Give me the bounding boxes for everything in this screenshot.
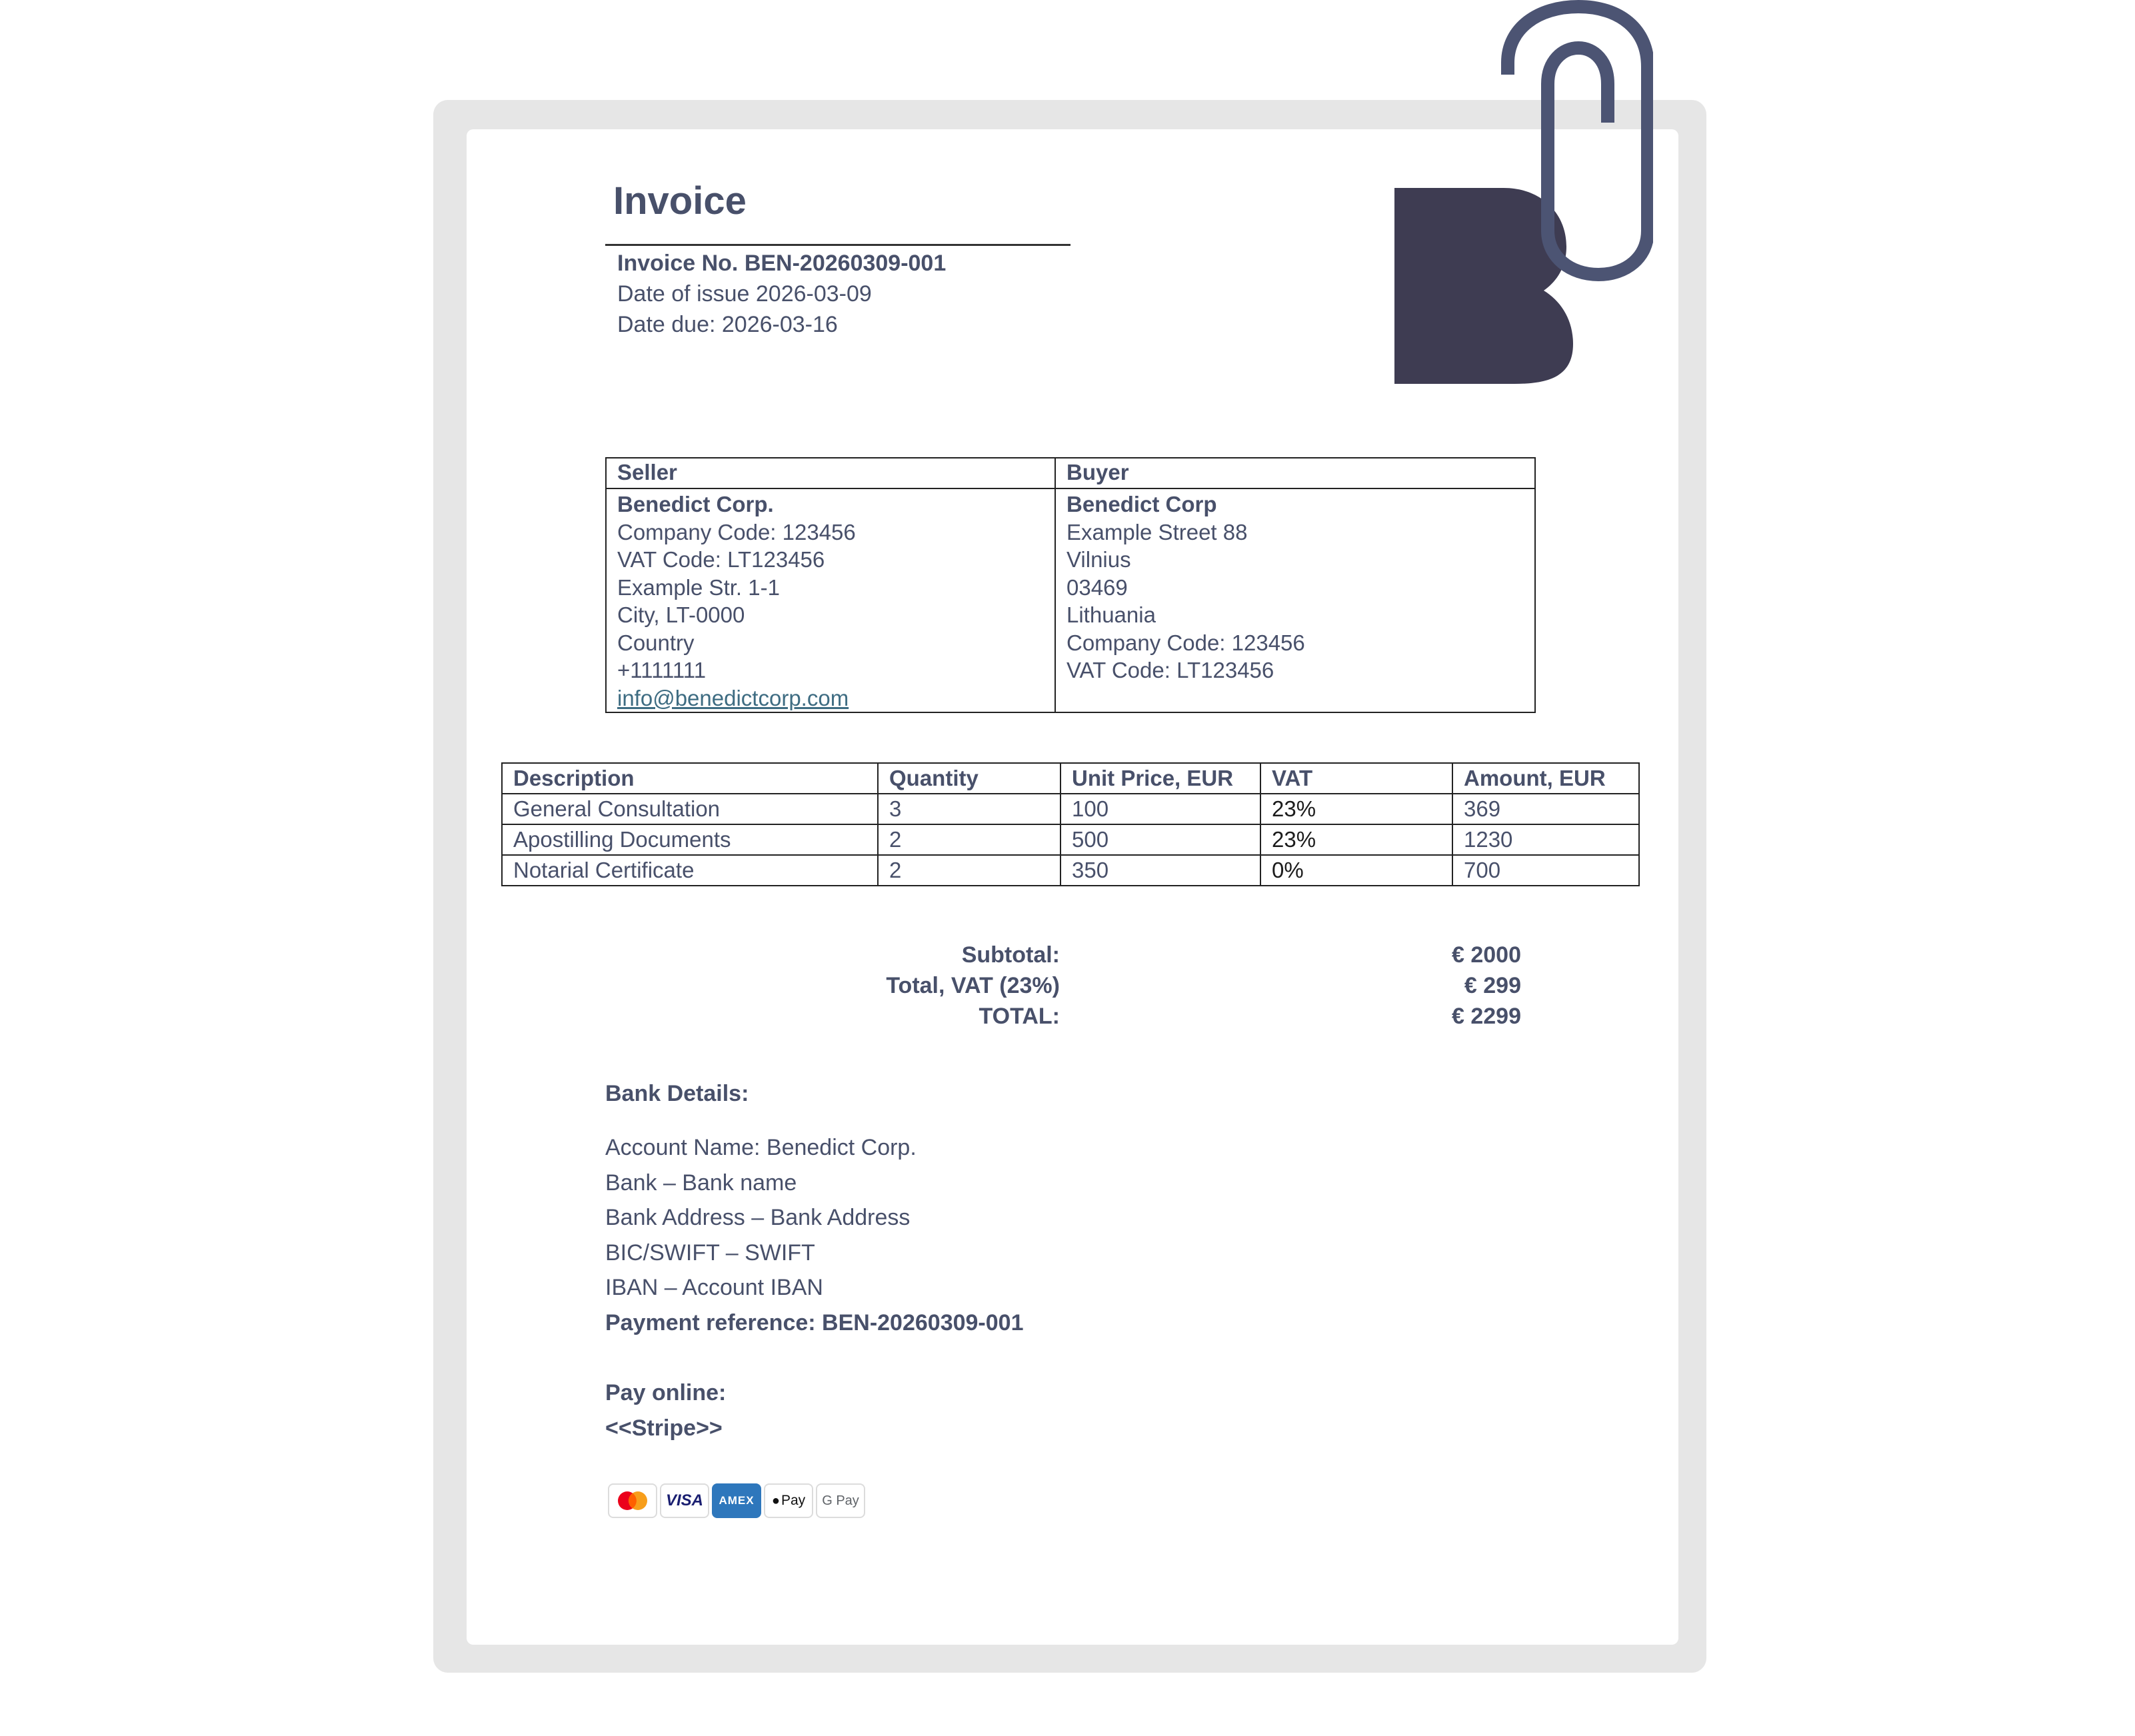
seller-phone: +1111111 — [617, 658, 707, 682]
benedict-logo-icon — [1373, 0, 1653, 400]
payment-methods — [608, 1483, 865, 1518]
seller-email-link[interactable]: info@benedictcorp.com — [617, 685, 849, 710]
item-amount: 700 — [1452, 855, 1639, 886]
item-description: Notarial Certificate — [502, 855, 878, 886]
pay-online — [605, 1375, 726, 1446]
payment-reference: Payment reference: BEN-20260309-001 — [605, 1309, 1024, 1335]
item-description: General Consultation — [502, 794, 878, 824]
totals-values — [1333, 940, 1521, 1032]
invoice-title: Invoice — [613, 179, 747, 223]
mastercard-logo — [615, 1489, 650, 1512]
totals-labels — [733, 940, 1060, 1032]
item-quantity: 2 — [878, 824, 1061, 855]
seller-header: Seller — [606, 458, 1055, 488]
pay-online-label: Pay online: — [605, 1380, 727, 1405]
parties-table — [605, 457, 1536, 713]
vat-total-value: € 299 — [1464, 973, 1521, 998]
apple-pay-icon — [764, 1483, 813, 1518]
subtotal-label: Subtotal: — [961, 942, 1060, 968]
buyer-city: Vilnius — [1067, 547, 1131, 572]
stripe-placeholder[interactable]: <<Stripe>> — [605, 1415, 723, 1441]
col-description: Description — [502, 763, 878, 794]
invoice-number: Invoice No. BEN-20260309-001 — [617, 251, 947, 276]
seller-name: Benedict Corp. — [617, 492, 774, 516]
buyer-company-code: Company Code: 123456 — [1067, 630, 1305, 655]
item-quantity: 3 — [878, 794, 1061, 824]
table-header-row — [502, 763, 1639, 794]
google-pay-icon — [816, 1483, 865, 1518]
iban: IBAN – Account IBAN — [605, 1275, 823, 1300]
table-row — [502, 794, 1639, 824]
item-quantity: 2 — [878, 855, 1061, 886]
amex-label: AMEX — [719, 1494, 755, 1507]
item-vat: 0% — [1260, 855, 1452, 886]
apple-glyph-icon: ● — [771, 1493, 780, 1508]
buyer-vat-code: VAT Code: LT123456 — [1067, 658, 1274, 682]
item-vat: 23% — [1260, 824, 1452, 855]
invoice-meta — [617, 248, 946, 340]
buyer-details — [1055, 488, 1535, 712]
col-unit-price: Unit Price, EUR — [1061, 763, 1260, 794]
table-row — [502, 855, 1639, 886]
item-unit-price: 500 — [1061, 824, 1260, 855]
grand-total-value: € 2299 — [1452, 1004, 1521, 1029]
line-items-table — [501, 762, 1640, 886]
grand-total-label: TOTAL: — [979, 1004, 1060, 1029]
item-amount: 1230 — [1452, 824, 1639, 855]
google-pay-label: G Pay — [822, 1493, 859, 1508]
date-of-issue: Date of issue 2026-03-09 — [617, 281, 872, 307]
buyer-postcode: 03469 — [1067, 574, 1128, 600]
amex-icon — [712, 1483, 761, 1518]
seller-vat-code: VAT Code: LT123456 — [617, 547, 825, 572]
visa-icon — [660, 1483, 709, 1518]
item-description: Apostilling Documents — [502, 824, 878, 855]
bank-details — [605, 1130, 1023, 1340]
buyer-header: Buyer — [1055, 458, 1535, 488]
table-row — [502, 824, 1639, 855]
col-quantity: Quantity — [878, 763, 1061, 794]
item-unit-price: 100 — [1061, 794, 1260, 824]
account-name: Account Name: Benedict Corp. — [605, 1135, 917, 1160]
bic-swift: BIC/SWIFT – SWIFT — [605, 1240, 815, 1266]
buyer-street: Example Street 88 — [1067, 519, 1248, 544]
col-vat: VAT — [1260, 763, 1452, 794]
bank-details-title: Bank Details: — [605, 1081, 749, 1106]
seller-street: Example Str. 1-1 — [617, 574, 780, 600]
seller-company-code: Company Code: 123456 — [617, 519, 856, 544]
mastercard-icon — [608, 1483, 657, 1518]
bank-name: Bank – Bank name — [605, 1170, 797, 1196]
visa-label: VISA — [665, 1491, 703, 1509]
buyer-name: Benedict Corp — [1067, 492, 1217, 516]
buyer-country: Lithuania — [1067, 602, 1156, 627]
title-divider — [605, 244, 1070, 246]
bank-address: Bank Address – Bank Address — [605, 1205, 911, 1230]
apple-pay-label: Pay — [781, 1493, 806, 1508]
item-amount: 369 — [1452, 794, 1639, 824]
seller-city: City, LT-0000 — [617, 602, 745, 627]
date-due: Date due: 2026-03-16 — [617, 312, 838, 337]
item-unit-price: 350 — [1061, 855, 1260, 886]
seller-details — [606, 488, 1055, 712]
subtotal-value: € 2000 — [1452, 942, 1521, 968]
item-vat: 23% — [1260, 794, 1452, 824]
seller-country: Country — [617, 630, 695, 655]
vat-total-label: Total, VAT (23%) — [886, 973, 1060, 998]
col-amount: Amount, EUR — [1452, 763, 1639, 794]
